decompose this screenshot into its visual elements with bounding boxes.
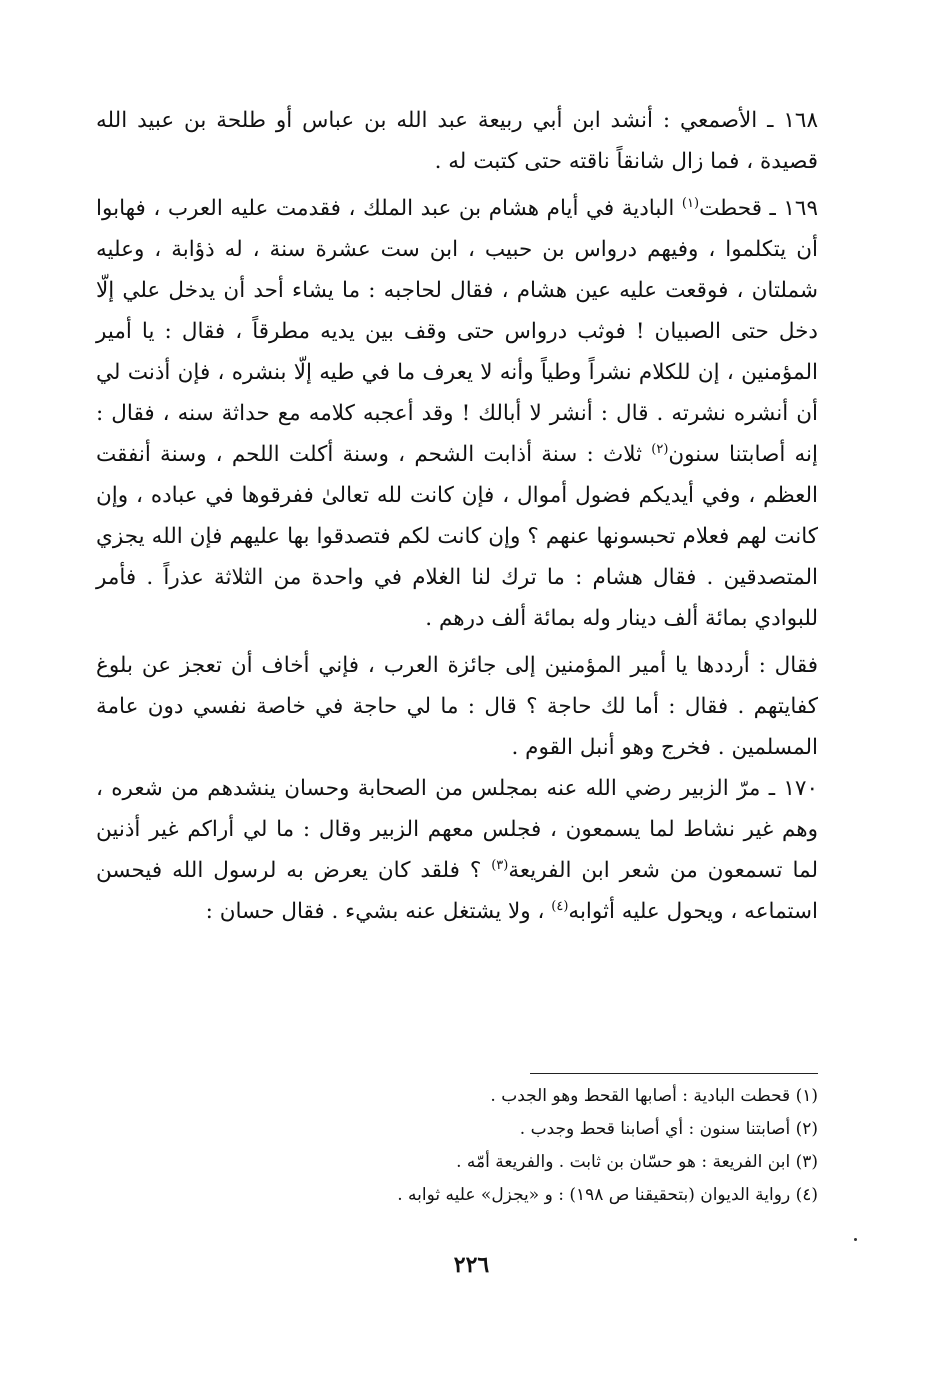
footnote-4: (٤) رواية الديوان (بتحقيقنا ص ١٩٨) : و «يجزل» عليه ثوابه .: [397, 1185, 818, 1205]
footnote-ref-3[interactable]: (٣): [491, 857, 509, 873]
footnote-3: (٣) ابن الفريعة : هو حسّان بن ثابت . والفريعة أمّه .: [456, 1152, 818, 1172]
paragraph-text: ١٦٨ ـ الأصمعي : أنشد ابن أبي ربيعة عبد الله بن عباس أو طلحة بن عبيد الله قصيدة ، فما زال شانقاً ناقته حتى كتبت له .: [96, 108, 818, 174]
page-number: ٢٢٦: [453, 1252, 490, 1278]
paragraph-168: [96, 100, 818, 182]
footnote-ref-2[interactable]: (٢): [651, 441, 669, 457]
footnote-1: (١) قحطت البادية : أصابها القحط وهو الجدب .: [490, 1086, 818, 1106]
footnotes: [96, 1080, 818, 1212]
paragraph-text: فقال : أرددها يا أمير المؤمنين إلى جائزة العرب ، فإني أخاف أن تعجز عن بلوغ كفايتهم . فقال : أما لك حاجة ؟ قال : ما لي حاجة في خاصة نفسي دون عامة المسلمين . فخرج وهو أنبل القوم .: [96, 653, 819, 760]
scan-speck: [854, 1238, 857, 1241]
paragraph-170: [96, 768, 818, 932]
paragraph-text: ، ولا يشتغل عنه بشيء . فقال حسان :: [205, 899, 552, 924]
paragraph-text: ١٦٩ ـ قحطت: [699, 196, 819, 221]
paragraph-text: ثلاث : سنة أذابت الشحم ، وسنة أكلت اللحم ، وسنة أنفقت العظم ، وفي أيديكم فضول أموال ، فإن كانت لله تعالىٰ ففرقوها في عباده ، وإن كانت لهم فعلام تحبسونها عنهم ؟ وإن كانت لكم فتصدقوا بها عليهم فإن الله يجزي المتصدقين . فقال هشام : ما ترك لنا الغلام في واحدة من الثلاثة عذراً . فأمر للبوادي بمائة ألف دينار وله بمائة ألف درهم .: [96, 442, 818, 631]
paragraph-169-reply: [96, 645, 818, 768]
paragraph-169: [96, 188, 818, 639]
paragraph-text: البادية في أيام هشام بن عبد الملك ، فقدمت عليه العرب ، فهابوا أن يتكلموا ، وفيهم درواس بن حبيب ، ابن ست عشرة سنة ، له ذؤابة ، وعليه شملتان ، فوقعت عليه عين هشام ، فقال لحاجبه : ما يشاء أحد أن يدخل علي إلّا دخل حتى الصبيان ! فوثب درواس حتى وقف بين يديه مطرقاً ، فقال : يا أمير المؤمنين ، إن للكلام نشراً وطياً وأنه لا يعرف ما في طيه إلّا بنشره ، فإن أذنت لي أن أنشره نشرته . قال : أنشر لا أبالك ! وقد أعجبه كلامه مع حداثة سنه ، فقال : إنه أصابتنا سنون: [96, 196, 819, 467]
footnote-ref-4[interactable]: (٤): [551, 898, 569, 914]
footnote-ref-1[interactable]: (١): [681, 195, 700, 211]
footnote-2: (٢) أصابتنا سنون : أي أصابنا قحط وجدب .: [519, 1119, 818, 1139]
main-text: [96, 100, 818, 932]
paragraph-text: ؟ فلقد كان يعرض به لرسول الله فيحسن استماعه ، ويحول عليه أثوابه: [96, 858, 818, 924]
paragraph-text: ١٧٠ ـ مرّ الزبير رضي الله عنه بمجلس من الصحابة وحسان ينشدهم من شعره ، وهم غير نشاط لما يسمعون ، فجلس معهم الزبير وقال : ما لي أراكم غير أذنين لما تسمعون من شعر ابن الفريعة: [96, 776, 818, 883]
footnote-divider: [530, 1073, 818, 1074]
